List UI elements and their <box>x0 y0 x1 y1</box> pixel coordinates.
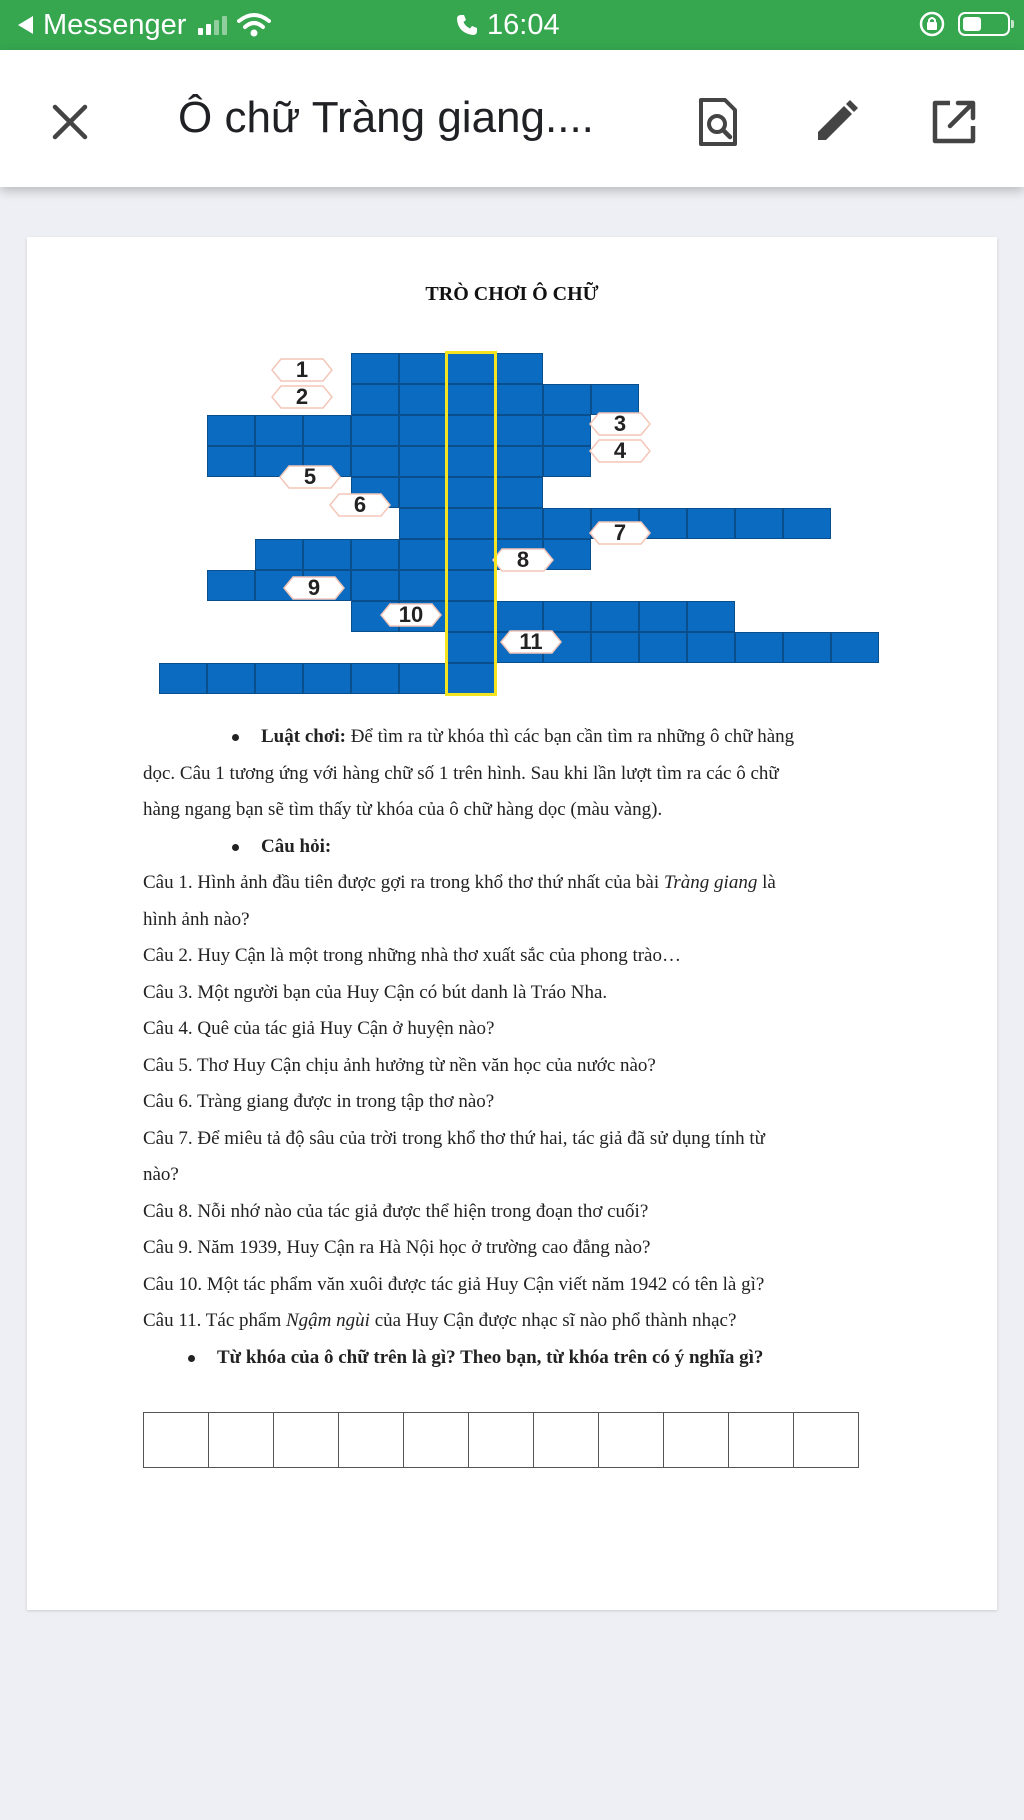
rules-line-1: Để tìm ra từ khóa thì các bạn cần tìm ra những ô chữ hàng <box>345 726 795 747</box>
battery-icon <box>958 12 1010 36</box>
keyword-cell <box>447 446 495 477</box>
question-9: Câu 9. Năm 1939, Huy Cận ra Hà Nội học ở trường cao đẳng nào? <box>143 1237 651 1258</box>
crossword-cell <box>399 384 447 415</box>
crossword-cell <box>255 663 303 694</box>
crossword-cell <box>831 632 879 663</box>
question-1 <box>143 865 776 901</box>
bullet-icon <box>188 1355 195 1362</box>
row-number-1: 1 <box>271 358 333 382</box>
close-button[interactable] <box>40 92 100 152</box>
open-external-button[interactable] <box>924 92 984 152</box>
crossword-cell <box>495 508 543 539</box>
answer-box <box>468 1412 534 1468</box>
crossword-cell <box>591 632 639 663</box>
keyword-cell <box>447 353 495 384</box>
crossword-cell <box>687 601 735 632</box>
crossword-cell <box>351 570 399 601</box>
keyword-cell <box>447 663 495 694</box>
question-8: Câu 8. Nỗi nhớ nào của tác giả được thể hiện trong đoạn thơ cuối? <box>143 1201 649 1222</box>
question-1-text: Câu 1. Hình ảnh đầu tiên được gợi ra trong khổ thơ thứ nhất của bài <box>143 872 664 893</box>
crossword-cell <box>495 446 543 477</box>
crossword-cell <box>543 601 591 632</box>
question-11-tail: của Huy Cận được nhạc sĩ nào phổ thành nhạc? <box>369 1310 737 1331</box>
wifi-icon <box>237 12 271 38</box>
phone-icon <box>455 13 479 37</box>
questions-label: Câu hỏi: <box>261 836 332 857</box>
document-search-icon <box>696 97 740 147</box>
status-bar <box>0 0 1024 50</box>
crossword-cell <box>255 415 303 446</box>
answer-boxes <box>143 1412 858 1468</box>
crossword-cell <box>207 446 255 477</box>
back-to-app[interactable] <box>18 9 271 41</box>
row-number-2: 2 <box>271 385 333 409</box>
crossword-cell <box>735 508 783 539</box>
row-number-11: 11 <box>500 630 562 654</box>
rules-line-2: dọc. Câu 1 tương ứng với hàng chữ số 1 trên hình. Sau khi lần lượt tìm ra các ô chữ <box>143 763 779 784</box>
crossword-cell <box>543 508 591 539</box>
crossword-cell <box>399 570 447 601</box>
rotation-lock-icon <box>918 10 946 38</box>
crossword-cell <box>399 539 447 570</box>
answer-box <box>793 1412 859 1468</box>
crossword-cell <box>351 384 399 415</box>
keyword-cell <box>447 632 495 663</box>
pencil-icon <box>812 98 860 146</box>
crossword-cell <box>303 663 351 694</box>
questions-heading <box>232 829 331 865</box>
row-number-8: 8 <box>492 548 554 572</box>
keyword-cell <box>447 539 495 570</box>
answer-box <box>533 1412 599 1468</box>
question-1-cont: hình ảnh nào? <box>143 909 250 930</box>
crossword-cell <box>351 539 399 570</box>
crossword-cell <box>543 384 591 415</box>
question-5: Câu 5. Thơ Huy Cận chịu ảnh hưởng từ nền văn học của nước nào? <box>143 1055 656 1076</box>
keyword-cell <box>447 384 495 415</box>
crossword-cell <box>351 415 399 446</box>
app-bar <box>0 50 1024 187</box>
question-10: Câu 10. Một tác phẩm văn xuôi được tác giả Huy Cận viết năm 1942 có tên là gì? <box>143 1274 765 1295</box>
crossword-cell <box>207 570 255 601</box>
edit-button[interactable] <box>806 92 866 152</box>
crossword-cell <box>783 508 831 539</box>
question-7: Câu 7. Để miêu tả độ sâu của trời trong khổ thơ thứ hai, tác giả đã sử dụng tính từ <box>143 1128 765 1149</box>
final-question <box>188 1340 763 1376</box>
keyword-cell <box>447 570 495 601</box>
crossword-cell <box>399 446 447 477</box>
crossword-cell <box>495 477 543 508</box>
answer-box <box>273 1412 339 1468</box>
question-7-cont: nào? <box>143 1164 179 1185</box>
crossword-cell <box>255 539 303 570</box>
time-label: 16:04 <box>487 9 560 41</box>
answer-box <box>143 1412 209 1468</box>
row-number-6: 6 <box>329 493 391 517</box>
question-11-italic: Ngậm ngùi <box>286 1310 370 1331</box>
open-in-new-icon <box>930 98 978 146</box>
crossword-cell <box>303 539 351 570</box>
rules-paragraph <box>232 719 794 755</box>
crossword-cell <box>207 663 255 694</box>
keyword-cell <box>447 508 495 539</box>
find-in-document-button[interactable] <box>688 92 748 152</box>
answer-box <box>728 1412 794 1468</box>
question-11-text: Câu 11. Tác phẩm <box>143 1310 286 1331</box>
document-title: Ô chữ Tràng giang.... <box>178 93 594 142</box>
crossword-cell <box>399 477 447 508</box>
crossword-cell <box>207 415 255 446</box>
crossword-cell <box>495 353 543 384</box>
crossword-cell <box>543 415 591 446</box>
row-number-4: 4 <box>589 439 651 463</box>
question-1-tail: là <box>757 872 776 893</box>
final-question-text: Từ khóa của ô chữ trên là gì? Theo bạn, từ khóa trên có ý nghĩa gì? <box>217 1347 764 1368</box>
rules-line-3: hàng ngang bạn sẽ tìm thấy từ khóa của ô chữ hàng dọc (màu vàng). <box>143 799 663 820</box>
back-arrow-icon <box>18 16 33 34</box>
question-2: Câu 2. Huy Cận là một trong những nhà thơ xuất sắc của phong trào… <box>143 945 681 966</box>
row-number-10: 10 <box>380 603 442 627</box>
crossword-cell <box>639 601 687 632</box>
crossword-cell <box>351 353 399 384</box>
crossword-cell <box>591 601 639 632</box>
row-number-7: 7 <box>589 521 651 545</box>
question-11 <box>143 1303 736 1339</box>
crossword-cell <box>735 632 783 663</box>
question-4: Câu 4. Quê của tác giả Huy Cận ở huyện nào? <box>143 1018 495 1039</box>
answer-box <box>663 1412 729 1468</box>
answer-box <box>208 1412 274 1468</box>
question-1-italic: Tràng giang <box>663 872 758 893</box>
row-number-9: 9 <box>283 576 345 600</box>
document-page <box>27 237 997 1610</box>
answer-box <box>598 1412 664 1468</box>
crossword-cell <box>351 446 399 477</box>
crossword-cell <box>495 384 543 415</box>
crossword-cell <box>495 415 543 446</box>
row-number-3: 3 <box>589 412 651 436</box>
crossword-cell <box>159 663 207 694</box>
close-icon <box>51 103 89 141</box>
keyword-cell <box>447 477 495 508</box>
crossword-cell <box>543 446 591 477</box>
rules-label: Luật chơi: <box>261 726 346 747</box>
crossword-cell <box>639 632 687 663</box>
row-number-5: 5 <box>279 465 341 489</box>
crossword-cell <box>351 663 399 694</box>
clock <box>455 9 560 41</box>
crossword-cell <box>495 601 543 632</box>
crossword-cell <box>399 663 447 694</box>
bullet-icon <box>232 844 239 851</box>
crossword-cell <box>687 632 735 663</box>
crossword-cell <box>303 415 351 446</box>
back-app-label: Messenger <box>43 9 187 41</box>
crossword-cell <box>687 508 735 539</box>
crossword-cell <box>783 632 831 663</box>
answer-box <box>403 1412 469 1468</box>
cellular-signal-icon <box>198 15 227 35</box>
question-3: Câu 3. Một người bạn của Huy Cận có bút danh là Tráo Nha. <box>143 982 608 1003</box>
crossword-cell <box>399 415 447 446</box>
crossword-cell <box>399 508 447 539</box>
crossword-cell <box>399 353 447 384</box>
keyword-cell <box>447 415 495 446</box>
bullet-icon <box>232 734 239 741</box>
page-title: TRÒ CHƠI Ô CHỮ <box>425 283 599 305</box>
keyword-cell <box>447 601 495 632</box>
answer-box <box>338 1412 404 1468</box>
question-6: Câu 6. Tràng giang được in trong tập thơ nào? <box>143 1091 495 1112</box>
